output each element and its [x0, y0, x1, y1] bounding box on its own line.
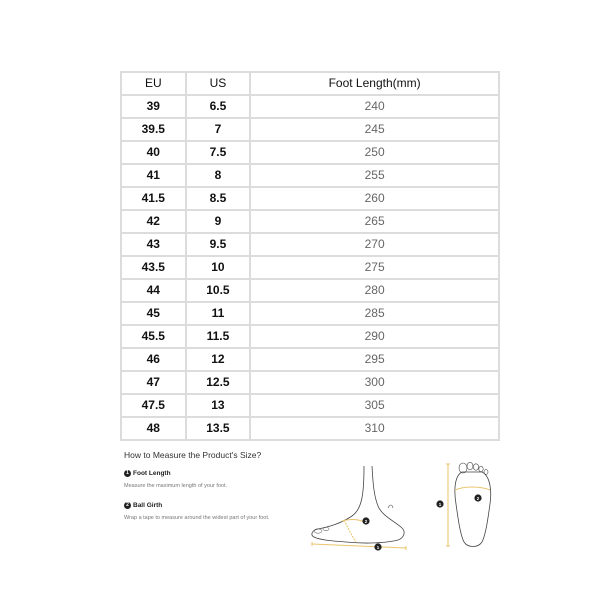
- marker-foot-length-label: 1: [376, 545, 380, 550]
- cell-foot-length: 305: [251, 395, 498, 416]
- step-number-badge: 1: [124, 470, 131, 477]
- cell-eu: 40: [122, 142, 185, 163]
- table-row: [122, 234, 498, 255]
- size-chart-table: [120, 71, 500, 441]
- table-row: [122, 418, 498, 439]
- table-row: [122, 372, 498, 393]
- step-ball-girth-title: [124, 502, 162, 509]
- cell-eu: 45.5: [122, 326, 185, 347]
- table-row: [122, 188, 498, 209]
- cell-eu: 39: [122, 96, 185, 117]
- cell-us: 8.5: [187, 188, 250, 209]
- cell-us: 13: [187, 395, 250, 416]
- marker-ball-girth-label: 2: [364, 519, 368, 524]
- cell-us: 9.5: [187, 234, 250, 255]
- cell-foot-length: 300: [251, 372, 498, 393]
- cell-us: 6.5: [187, 96, 250, 117]
- cell-us: 11.5: [187, 326, 250, 347]
- header-foot-length: Foot Length(mm): [251, 73, 498, 94]
- foot-top-illustration: [432, 458, 502, 552]
- cell-foot-length: 240: [251, 96, 498, 117]
- cell-us: 12: [187, 349, 250, 370]
- table-row: [122, 303, 498, 324]
- table-row: [122, 395, 498, 416]
- header-eu: EU: [122, 73, 185, 94]
- cell-foot-length: 255: [251, 165, 498, 186]
- step-foot-length-desc: Measure the maximum length of your foot.: [124, 483, 228, 489]
- cell-eu: 45: [122, 303, 185, 324]
- cell-us: 9: [187, 211, 250, 232]
- header-us: US: [187, 73, 250, 94]
- table-header-row: [122, 73, 498, 94]
- cell-foot-length: 250: [251, 142, 498, 163]
- step-number-badge: 2: [124, 502, 131, 509]
- measure-guide-title: How to Measure the Product's Size?: [124, 450, 262, 460]
- cell-foot-length: 310: [251, 418, 498, 439]
- cell-eu: 41: [122, 165, 185, 186]
- table-row: [122, 280, 498, 301]
- cell-us: 10.5: [187, 280, 250, 301]
- cell-eu: 47.5: [122, 395, 185, 416]
- cell-us: 12.5: [187, 372, 250, 393]
- step-title-text: Foot Length: [133, 470, 171, 477]
- cell-eu: 47: [122, 372, 185, 393]
- cell-foot-length: 265: [251, 211, 498, 232]
- cell-foot-length: 260: [251, 188, 498, 209]
- cell-us: 13.5: [187, 418, 250, 439]
- cell-us: 7: [187, 119, 250, 140]
- table-row: [122, 165, 498, 186]
- cell-us: 10: [187, 257, 250, 278]
- foot-side-illustration: [306, 464, 416, 558]
- cell-eu: 43: [122, 234, 185, 255]
- step-title-text: Ball Girth: [133, 502, 163, 509]
- step-ball-girth-desc: Wrap a tape to measure around the widest part of your foot.: [124, 515, 270, 521]
- cell-eu: 41.5: [122, 188, 185, 209]
- table-row: [122, 119, 498, 140]
- cell-foot-length: 295: [251, 349, 498, 370]
- cell-us: 7.5: [187, 142, 250, 163]
- marker-ball-girth-label: 2: [476, 496, 480, 501]
- table-row: [122, 349, 498, 370]
- cell-foot-length: 280: [251, 280, 498, 301]
- table-row: [122, 211, 498, 232]
- cell-eu: 39.5: [122, 119, 185, 140]
- table-row: [122, 142, 498, 163]
- cell-foot-length: 290: [251, 326, 498, 347]
- marker-foot-length-label: 1: [438, 502, 442, 507]
- cell-eu: 48: [122, 418, 185, 439]
- cell-eu: 43.5: [122, 257, 185, 278]
- cell-eu: 46: [122, 349, 185, 370]
- cell-foot-length: 285: [251, 303, 498, 324]
- cell-foot-length: 275: [251, 257, 498, 278]
- cell-us: 8: [187, 165, 250, 186]
- cell-us: 11: [187, 303, 250, 324]
- table-row: [122, 257, 498, 278]
- step-foot-length-title: [124, 470, 171, 477]
- cell-eu: 42: [122, 211, 185, 232]
- table-row: [122, 326, 498, 347]
- table-row: [122, 96, 498, 117]
- cell-foot-length: 270: [251, 234, 498, 255]
- cell-foot-length: 245: [251, 119, 498, 140]
- cell-eu: 44: [122, 280, 185, 301]
